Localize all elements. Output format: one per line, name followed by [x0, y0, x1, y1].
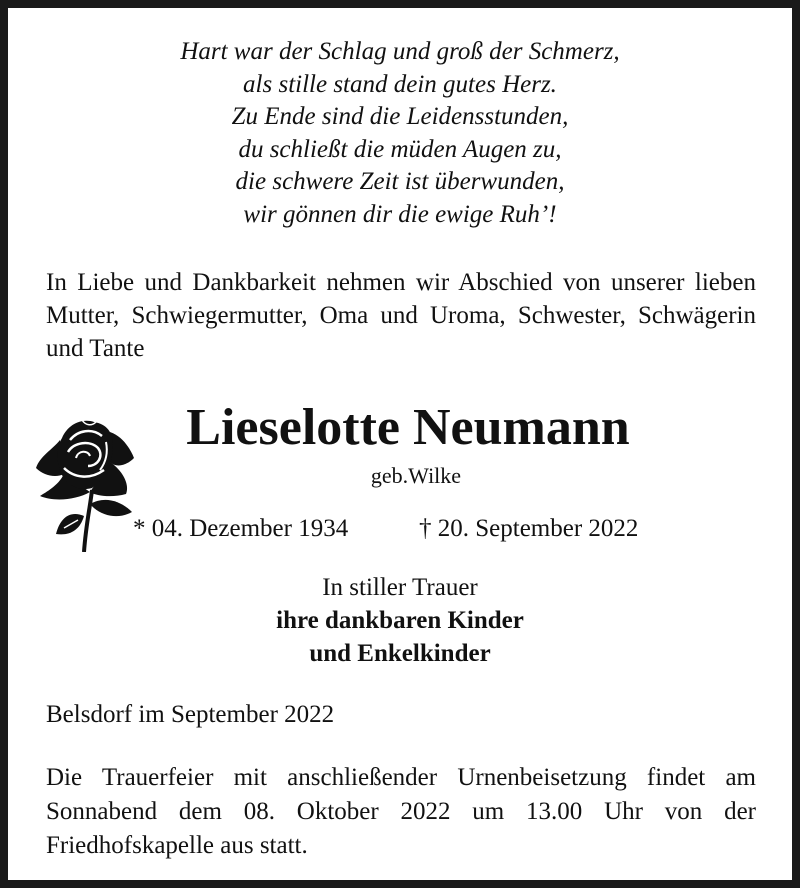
maiden-name: geb.Wilke [370, 463, 462, 488]
poem-line: die schwere Zeit ist überwunden, [235, 168, 565, 196]
place-date: Belsdorf im September 2022 [46, 701, 335, 728]
mourners-block [8, 571, 792, 670]
poem-line: wir gönnen dir die ewige Ruh’! [243, 200, 557, 228]
mourners-line: In stiller Trauer [322, 574, 478, 601]
birth-date: * 04. Dezember 1934 [133, 515, 349, 542]
death-date: † 20. September 2022 [419, 515, 639, 542]
poem-line: Zu Ende sind die Leidensstunden, [231, 103, 569, 131]
intro-text: In Liebe und Dankbarkeit nehmen wir Abschied von unserer lieben Mutter, Schwiegermutter, Oma und Uroma, Schwester, Schwägerin und Tante [46, 269, 756, 362]
service-notice: Die Trauerfeier mit anschließender Urnenbeisetzung findet am Sonnabend dem 08. Oktober 2022 um 13.00 Uhr von der Friedhofskapelle aus statt. [46, 764, 756, 859]
mourners-line: ihre dankbaren Kinder [276, 607, 524, 634]
poem-line: Hart war der Schlag und groß der Schmerz, [180, 38, 620, 65]
deceased-name: Lieselotte Neumann [186, 399, 630, 456]
poem-line: du schließt die müden Augen zu, [238, 135, 562, 163]
poem [8, 36, 792, 232]
poem-line: als stille stand dein gutes Herz. [243, 70, 557, 98]
mourners-line: und Enkelkinder [309, 640, 491, 667]
